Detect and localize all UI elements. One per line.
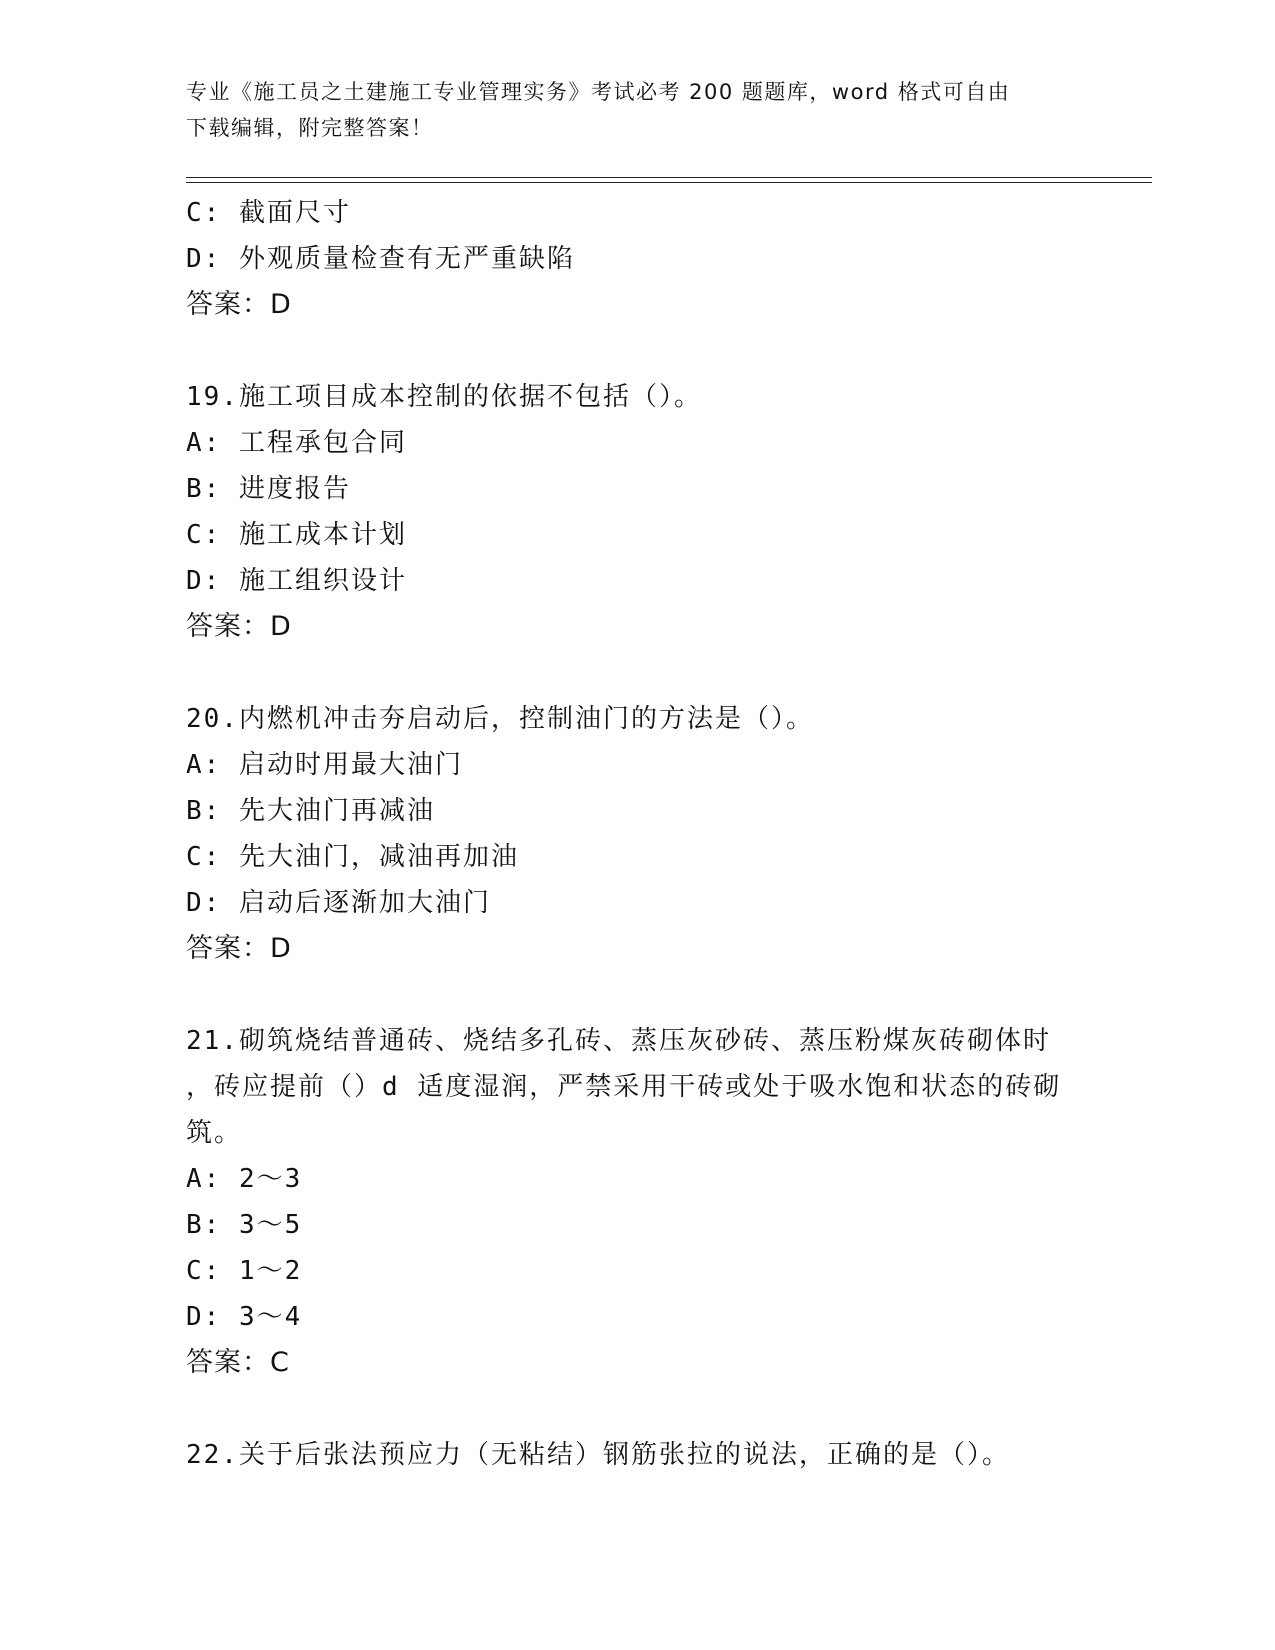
header-rule-top <box>186 177 1152 178</box>
option-b: B: 3～5 <box>186 1210 303 1240</box>
header-line-1: 专业《施工员之土建施工专业管理实务》考试必考 200 题题库，word 格式可自由 <box>186 80 1011 104</box>
option-c: C: 施工成本计划 <box>186 520 407 550</box>
header-rule-bottom <box>186 182 1152 183</box>
option-c: C: 截面尺寸 <box>186 198 351 228</box>
document-header <box>186 74 1066 146</box>
question-stem: 22.关于后张法预应力（无粘结）钢筋张拉的说法，正确的是（）。 <box>186 1440 1010 1470</box>
question-stem-line-1: 21.砌筑烧结普通砖、烧结多孔砖、蒸压灰砂砖、蒸压粉煤灰砖砌体时 <box>186 1026 1051 1056</box>
spacer <box>186 328 1086 374</box>
question-block-20 <box>186 696 1086 972</box>
question-stem-line-2: ，砖应提前（）d 适度湿润，严禁采用干砖或处于吸水饱和状态的砖砌 <box>186 1072 1062 1102</box>
option-c: C: 先大油门，减油再加油 <box>186 842 519 872</box>
header-line-2: 下载编辑，附完整答案！ <box>186 116 434 140</box>
question-stem: 20.内燃机冲击夯启动后，控制油门的方法是（）。 <box>186 704 814 734</box>
option-b: B: 先大油门再减油 <box>186 796 435 826</box>
answer-line: 答案：D <box>186 611 292 642</box>
option-c: C: 1～2 <box>186 1256 303 1286</box>
option-a: A: 启动时用最大油门 <box>186 750 463 780</box>
option-d: D: 启动后逐渐加大油门 <box>186 888 491 918</box>
question-list <box>186 190 1086 1478</box>
question-stem: 19.施工项目成本控制的依据不包括（）。 <box>186 382 702 412</box>
answer-line: 答案：C <box>186 1347 290 1378</box>
option-b: B: 进度报告 <box>186 474 351 504</box>
option-a: A: 2～3 <box>186 1164 303 1194</box>
question-stem-line-3: 筑。 <box>186 1118 243 1148</box>
question-block-21 <box>186 1018 1086 1386</box>
option-d: D: 3～4 <box>186 1302 303 1332</box>
option-d: D: 外观质量检查有无严重缺陷 <box>186 244 575 274</box>
answer-line: 答案：D <box>186 933 292 964</box>
spacer <box>186 1386 1086 1432</box>
option-a: A: 工程承包合同 <box>186 428 407 458</box>
spacer <box>186 972 1086 1018</box>
question-block-22 <box>186 1432 1086 1478</box>
question-block-19 <box>186 374 1086 650</box>
answer-line: 答案：D <box>186 289 292 320</box>
option-d: D: 施工组织设计 <box>186 566 407 596</box>
spacer <box>186 650 1086 696</box>
question-block-18 <box>186 190 1086 328</box>
